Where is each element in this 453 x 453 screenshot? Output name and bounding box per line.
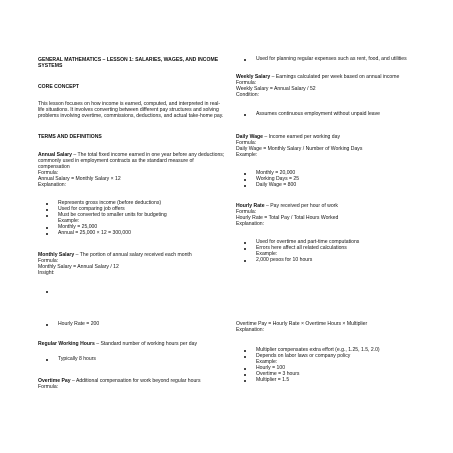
bullet-dot: [244, 179, 246, 181]
annual-explanation-label: Explanation:: [38, 182, 67, 188]
monthly-bullet-1: Used for planning regular expenses such as rent, food, and utilities: [256, 56, 407, 62]
bullet-dot: [244, 356, 246, 358]
hourly-example-label: Example:: [256, 251, 278, 257]
core-concept-text-2: life situations. It involves converting between different pay structures and solving: [38, 107, 219, 113]
bullet-dot: [244, 368, 246, 370]
bullet-dot: [46, 209, 48, 211]
terms-heading: TERMS AND DEFINITIONS: [38, 134, 102, 140]
hourly-formula: Hourly Rate = Total Pay / Total Hours Worked: [236, 215, 339, 221]
bullet-dot: [244, 114, 246, 116]
monthly-salary-definition: [38, 252, 192, 258]
daily-example-label: Example:: [236, 152, 258, 158]
bullet-dot: [244, 59, 246, 61]
bullet-dot: [244, 173, 246, 175]
overtime-explanation-label: Explanation:: [236, 327, 265, 333]
overtime-term: Overtime Pay: [38, 378, 71, 384]
regular-hours-term: Regular Working Hours: [38, 341, 95, 347]
annual-formula-label: Formula:: [38, 170, 59, 176]
annual-salary-definition-3: compensation: [38, 164, 70, 170]
annual-formula: Annual Salary = Monthly Salary × 12: [38, 176, 121, 182]
monthly-formula: Monthly Salary = Annual Salary / 12: [38, 264, 119, 270]
daily-formula: Daily Wage = Monthly Salary / Number of Working Days: [236, 146, 363, 152]
weekly-salary-definition: [236, 74, 399, 80]
overtime-definition: [38, 378, 201, 384]
bullet-dot: [244, 185, 246, 187]
bullet-dot: [46, 359, 48, 361]
monthly-formula-label: Formula:: [38, 258, 59, 264]
weekly-condition-label: Condition:: [236, 92, 259, 98]
daily-formula-label: Formula:: [236, 140, 257, 146]
overtime-bullet-5: Multiplier = 1.5: [256, 377, 290, 383]
hourly-rate-def: – Pay received per hour of work: [264, 203, 338, 209]
core-concept-text-1: This lesson focuses on how income is earned, computed, and interpreted in real-: [38, 101, 221, 107]
annual-example-label: Example:: [58, 218, 80, 224]
hourly-bullet-1: Used for overtime and part-time computations: [256, 239, 360, 245]
annual-salary-def: – The total fixed income earned in one year before any deductions;: [71, 152, 225, 158]
weekly-salary-def: – Earnings calculated per week based on annual income: [270, 74, 400, 80]
bullet-dot: [46, 324, 48, 326]
annual-bullet-3: Must be converted to smaller units for budgeting: [58, 212, 167, 218]
bullet-dot: [244, 350, 246, 352]
bullet-dot: [46, 233, 48, 235]
overtime-bullet-2: Depends on labor laws or company policy: [256, 353, 351, 359]
hourly-bullet-3: 2,000 pesos for 10 hours: [256, 257, 313, 263]
overtime-formula: Overtime Pay = Hourly Rate × Overtime Hours × Multiplier: [236, 321, 368, 327]
regular-bullet-1: Typically 8 hours: [58, 356, 96, 362]
daily-wage-term: Daily Wage: [236, 134, 263, 140]
hourly-rate-term: Hourly Rate: [236, 203, 265, 209]
bullet-dot: [46, 291, 48, 293]
regular-hours-def: – Standard number of working hours per day: [94, 341, 198, 347]
doc-title-line-1: GENERAL MATHEMATICS – LESSON 1: SALARIES, WAGES, AND INCOME: [38, 57, 219, 63]
daily-bullet-2: Working Days = 25: [256, 176, 300, 182]
core-concept-text-3: problems involving overtime, commissions, deductions, and actual take-home pay.: [38, 113, 224, 119]
bullet-dot: [46, 203, 48, 205]
overtime-bullet-3: Hourly = 100: [256, 365, 286, 371]
weekly-formula-label: Formula:: [236, 80, 257, 86]
bullet-dot: [46, 227, 48, 229]
bullet-dot: [244, 374, 246, 376]
annual-salary-definition-2: commonly used in employment contracts as the standard measure of: [38, 158, 194, 164]
annual-bullet-2: Used for comparing job offers: [58, 206, 125, 212]
hourly-formula-label: Formula:: [236, 209, 257, 215]
bullet-dot: [244, 242, 246, 244]
weekly-bullet-1: Assumes continuous employment without unpaid leave: [256, 111, 381, 117]
overtime-formula-label: Formula:: [38, 384, 59, 390]
annual-bullet-1: Represents gross income (before deductions): [58, 200, 162, 206]
daily-bullet-3: Daily Wage = 800: [256, 182, 297, 188]
overtime-def: – Additional compensation for work beyond regular hours: [70, 378, 201, 384]
monthly-salary-term: Monthly Salary: [38, 252, 75, 258]
regular-hours-definition: [38, 341, 197, 347]
bullet-dot: [46, 215, 48, 217]
annual-bullet-4: Monthly = 25,000: [58, 224, 98, 230]
overtime-bullet-1: Multiplier compensates extra effort (e.g., 1.25, 1.5, 2.0): [256, 347, 380, 353]
weekly-salary-term: Weekly Salary: [236, 74, 271, 80]
annual-bullet-5: Annual = 25,000 × 12 = 300,000: [58, 230, 131, 236]
core-concept-heading: CORE CONCEPT: [38, 84, 80, 90]
monthly-insight-label: Insight:: [38, 270, 55, 276]
daily-wage-def: – Income earned per working day: [263, 134, 341, 140]
hourly-bullet-2: Errors here affect all related calculations: [256, 245, 347, 251]
bullet-dot: [244, 380, 246, 382]
daily-bullet-1: Monthly = 20,000: [256, 170, 296, 176]
monthly-bullet-2: Hourly Rate = 200: [58, 321, 100, 327]
monthly-salary-def: – The portion of annual salary received each month: [74, 252, 192, 258]
bullet-dot: [244, 248, 246, 250]
bullet-dot: [244, 260, 246, 262]
doc-title-line-2: SYSTEMS: [38, 63, 63, 69]
overtime-example-label: Example:: [256, 359, 278, 365]
weekly-formula: Weekly Salary = Annual Salary / 52: [236, 86, 316, 92]
hourly-explanation-label: Explanation:: [236, 221, 265, 227]
overtime-bullet-4: Overtime = 3 hours: [256, 371, 300, 377]
annual-salary-term: Annual Salary: [38, 152, 72, 158]
